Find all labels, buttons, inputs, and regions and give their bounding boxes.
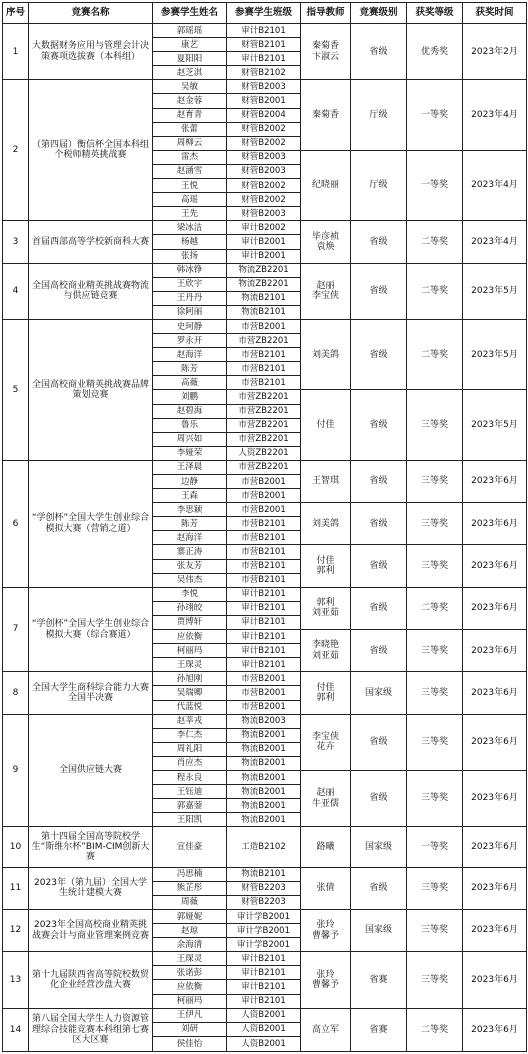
header-level: 竞赛级别: [351, 3, 407, 24]
student-name: 孙旭刚: [153, 672, 227, 686]
student-name: 郭嘉蓥: [153, 799, 227, 813]
award-date: 2023年6月: [463, 503, 527, 545]
student-class: 物流B2003: [227, 714, 301, 728]
student-name: 吴敏: [153, 80, 227, 94]
student-class: 审计B2001: [227, 235, 301, 249]
award-grade: 三等奖: [407, 952, 463, 1008]
student-name: 史珂静: [153, 319, 227, 333]
competition-level: 国家级: [351, 672, 407, 714]
award-grade: 二等奖: [407, 1008, 463, 1051]
competition-level: 厅级: [351, 80, 407, 150]
student-class: 物流B2101: [227, 291, 301, 305]
header-competition-name: 竞赛名称: [29, 3, 153, 24]
competition-level: 省赛: [351, 952, 407, 1008]
award-date: 2023年6月: [463, 952, 527, 1008]
competition-level: 省级: [351, 390, 407, 460]
advisor-teacher: 付佳: [301, 390, 351, 460]
student-name: 侯佳怡: [153, 1036, 227, 1051]
student-class: 市营B2001: [227, 672, 301, 686]
student-name: 代蓝悦: [153, 700, 227, 714]
student-name: 赵涵雪: [153, 164, 227, 178]
competition-level: 省级: [351, 263, 407, 319]
student-name: 应依衡: [153, 980, 227, 994]
student-class: 审计学B2001: [227, 938, 301, 952]
student-class: 财管B2003: [227, 207, 301, 221]
award-date: 2023年6月: [463, 867, 527, 909]
student-name: 边静: [153, 475, 227, 489]
student-class: 财管B2203: [227, 895, 301, 909]
award-grade: 三等奖: [407, 867, 463, 909]
award-grade: 三等奖: [407, 672, 463, 714]
student-class: 审计B2101: [227, 966, 301, 980]
row-number: 14: [3, 1008, 29, 1051]
header-row: [3, 3, 527, 24]
row-number: 7: [3, 587, 29, 672]
student-class: 物流ZB2201: [227, 277, 301, 291]
student-name: 张蕾: [153, 122, 227, 136]
table-row: [3, 827, 527, 867]
student-class: 财管B2003: [227, 150, 301, 164]
student-class: 物流B2101: [227, 867, 301, 881]
table-row: [3, 24, 527, 38]
student-name: 罗永开: [153, 334, 227, 348]
student-class: 审计B2101: [227, 587, 301, 601]
award-grade: 一等奖: [407, 80, 463, 150]
student-class: 市营B2101: [227, 517, 301, 531]
student-class: 审计B2101: [227, 630, 301, 644]
student-name: 王伊凡: [153, 1008, 227, 1022]
advisor-teacher: 毕彦祯 袁焕: [301, 221, 351, 263]
student-class: 物流B2001: [227, 728, 301, 742]
advisor-teacher: 高立军: [301, 1008, 351, 1051]
competition-name: 第八届全国大学生人力资源管理综合技能竞赛本科组第七赛区大区赛: [29, 1008, 153, 1051]
competition-name: 全国高校商业精英挑战赛品牌策划竞赛: [29, 319, 153, 460]
student-class: 财管B2102: [227, 66, 301, 80]
competition-name: 大数据财务应用与管理会计决策赛项选拔赛（本科组）: [29, 24, 153, 80]
student-name: 王森: [153, 489, 227, 503]
competition-name: “学创杯”全国大学生创业综合模拟大赛（营销之道）: [29, 460, 153, 587]
student-name: 杨越: [153, 235, 227, 249]
advisor-teacher: 张玲 曹馨予: [301, 910, 351, 952]
competition-level: 省级: [351, 545, 407, 587]
awards-table-container: [2, 2, 526, 1052]
student-name: 周兴如: [153, 432, 227, 446]
row-number: 11: [3, 867, 29, 909]
student-class: 物流ZB2201: [227, 263, 301, 277]
student-name: 赵琼: [153, 924, 227, 938]
award-date: 2023年4月: [463, 80, 527, 150]
award-grade: 三等奖: [407, 910, 463, 952]
student-class: 物流B2001: [227, 770, 301, 784]
table-row: [3, 1008, 527, 1022]
award-date: 2023年6月: [463, 545, 527, 587]
competition-name: 2023年全国高校商业精英挑战赛会计与商业管理案例竞赛: [29, 910, 153, 952]
student-name: 张诺彭: [153, 966, 227, 980]
award-date: 2023年6月: [463, 1008, 527, 1051]
award-grade: 三等奖: [407, 630, 463, 672]
award-date: 2023年6月: [463, 770, 527, 826]
competition-level: 国家级: [351, 910, 407, 952]
award-date: 2023年5月: [463, 319, 527, 389]
competition-name: 第十九届陕西省高等院校数贸化企业经营沙盘大赛: [29, 952, 153, 1008]
advisor-teacher: 张倩: [301, 867, 351, 909]
student-name: 熊芷彤: [153, 881, 227, 895]
competition-level: 省级: [351, 221, 407, 263]
table-body: [3, 24, 527, 1052]
student-class: 财管B2002: [227, 193, 301, 207]
award-date: 2023年6月: [463, 460, 527, 502]
competition-level: 省级: [351, 867, 407, 909]
student-class: 市营B2001: [227, 319, 301, 333]
advisor-teacher: 王智琪: [301, 460, 351, 502]
student-name: 贾博轩: [153, 615, 227, 629]
student-name: 梁冰洁: [153, 221, 227, 235]
header-date: 获奖时间: [463, 3, 527, 24]
student-name: 王泽晨: [153, 460, 227, 474]
student-name: 王欣宇: [153, 277, 227, 291]
student-class: 人资B2001: [227, 1036, 301, 1051]
student-class: 人资B2001: [227, 1008, 301, 1022]
award-grade: 一等奖: [407, 827, 463, 867]
student-name: 王钰迪: [153, 785, 227, 799]
awards-table: [2, 2, 527, 1052]
student-class: 财管B2101: [227, 38, 301, 52]
student-class: 市营B2101: [227, 362, 301, 376]
student-class: 审计B2101: [227, 980, 301, 994]
table-row: [3, 672, 527, 686]
advisor-teacher: 李晓艳 刘亚茹: [301, 630, 351, 672]
student-name: 王悦: [153, 179, 227, 193]
advisor-teacher: 郭利 刘亚茹: [301, 587, 351, 629]
student-class: 市营B2101: [227, 348, 301, 362]
student-name: 王琛灵: [153, 952, 227, 966]
row-number: 12: [3, 910, 29, 952]
student-name: 吴瑞卿: [153, 686, 227, 700]
student-class: 市营ZB2201: [227, 460, 301, 474]
student-name: 宣佳豪: [153, 827, 227, 867]
student-name: 李悦: [153, 587, 227, 601]
advisor-teacher: 张玲 曹馨予: [301, 952, 351, 1008]
award-grade: 二等奖: [407, 263, 463, 319]
student-name: 赵海洋: [153, 531, 227, 545]
student-name: 徐阿丽: [153, 305, 227, 319]
student-name: 应依衡: [153, 630, 227, 644]
student-name: 赵碧海: [153, 404, 227, 418]
student-class: 市营B2101: [227, 376, 301, 390]
student-name: 郭瑶瑶: [153, 24, 227, 38]
competition-name: 全国大学生商科综合能力大赛全国半决赛: [29, 672, 153, 714]
student-name: 李娅荣: [153, 446, 227, 460]
competition-name: （第四届）衡信杯全国本科组个税师精英挑战赛: [29, 80, 153, 221]
row-number: 2: [3, 80, 29, 221]
row-number: 13: [3, 952, 29, 1008]
student-class: 审计B2101: [227, 52, 301, 66]
table-row: [3, 867, 527, 881]
row-number: 4: [3, 263, 29, 319]
student-name: 周薇: [153, 895, 227, 909]
award-date: 2023年4月: [463, 150, 527, 220]
table-row: [3, 952, 527, 966]
student-name: 柯丽玛: [153, 994, 227, 1008]
award-date: 2023年6月: [463, 714, 527, 770]
student-name: 郭娅妮: [153, 910, 227, 924]
advisor-teacher: 路曦: [301, 827, 351, 867]
student-class: 人资B2001: [227, 1022, 301, 1036]
student-class: 市营B2001: [227, 489, 301, 503]
student-name: 余海清: [153, 938, 227, 952]
student-class: 审计B2002: [227, 221, 301, 235]
student-name: 周礼阳: [153, 742, 227, 756]
student-name: 刘研: [153, 1022, 227, 1036]
competition-level: 省级: [351, 630, 407, 672]
student-class: 财管B2002: [227, 179, 301, 193]
award-date: 2023年6月: [463, 910, 527, 952]
table-row: [3, 910, 527, 924]
award-date: 2023年2月: [463, 24, 527, 80]
student-class: 市营ZB2201: [227, 432, 301, 446]
header-award: 获奖等级: [407, 3, 463, 24]
student-name: 肖应杰: [153, 756, 227, 770]
competition-level: 省级: [351, 587, 407, 629]
student-class: 审计学B2001: [227, 910, 301, 924]
row-number: 9: [3, 714, 29, 827]
row-number: 6: [3, 460, 29, 587]
award-grade: 三等奖: [407, 390, 463, 460]
student-class: 物流B2001: [227, 742, 301, 756]
competition-level: 厅级: [351, 150, 407, 220]
award-grade: 二等奖: [407, 587, 463, 629]
row-number: 10: [3, 827, 29, 867]
award-grade: 优秀奖: [407, 24, 463, 80]
advisor-teacher: 秦菊香 卞淑云: [301, 24, 351, 80]
student-class: 财管B2001: [227, 94, 301, 108]
award-date: 2023年6月: [463, 587, 527, 629]
student-class: 财管B2003: [227, 80, 301, 94]
student-class: 财管B2003: [227, 164, 301, 178]
student-class: 市营B2101: [227, 573, 301, 587]
table-row: [3, 221, 527, 235]
student-class: 市营ZB2201: [227, 334, 301, 348]
student-class: 财管B2002: [227, 136, 301, 150]
header-teacher: 指导教师: [301, 3, 351, 24]
student-name: 柯丽玛: [153, 644, 227, 658]
header-student-name: 参赛学生姓名: [153, 3, 227, 24]
advisor-teacher: 付佳 郭利: [301, 545, 351, 587]
student-name: 冯思楠: [153, 867, 227, 881]
student-name: 张扬: [153, 249, 227, 263]
table-row: [3, 587, 527, 601]
competition-name: “学创杯”全国大学生创业综合模拟大赛（综合赛道）: [29, 587, 153, 672]
student-name: 赵金蓉: [153, 94, 227, 108]
competition-name: 2023年（第九届）全国大学生统计建模大赛: [29, 867, 153, 909]
header-student-class: 参赛学生班级: [227, 3, 301, 24]
competition-level: 省级: [351, 24, 407, 80]
student-name: 李仁杰: [153, 728, 227, 742]
competition-name: 全国供应链大赛: [29, 714, 153, 827]
advisor-teacher: 李宝侠 花卉: [301, 714, 351, 770]
student-name: 王先: [153, 207, 227, 221]
row-number: 5: [3, 319, 29, 460]
student-name: 赵育青: [153, 108, 227, 122]
advisor-teacher: 赵丽 李宝侠: [301, 263, 351, 319]
table-row: [3, 263, 527, 277]
student-name: 王丹丹: [153, 291, 227, 305]
student-name: 王阳凯: [153, 813, 227, 827]
student-class: 财管B2004: [227, 108, 301, 122]
student-name: 高薇: [153, 376, 227, 390]
competition-level: 国家级: [351, 827, 407, 867]
award-grade: 三等奖: [407, 770, 463, 826]
competition-level: 省级: [351, 503, 407, 545]
student-name: 程永良: [153, 770, 227, 784]
table-row: [3, 460, 527, 474]
student-name: 李思颖: [153, 503, 227, 517]
award-date: 2023年5月: [463, 390, 527, 460]
student-class: 市营B2001: [227, 475, 301, 489]
award-grade: 三等奖: [407, 714, 463, 770]
student-name: 鲁乐: [153, 418, 227, 432]
student-class: 市营B2101: [227, 545, 301, 559]
award-grade: 二等奖: [407, 221, 463, 263]
student-name: 陈芳: [153, 517, 227, 531]
student-class: 审计B2001: [227, 249, 301, 263]
student-name: 张友芳: [153, 559, 227, 573]
student-class: 审计B2101: [227, 658, 301, 672]
student-class: 市营B2001: [227, 686, 301, 700]
competition-name: 首届西部高等学校新商科大赛: [29, 221, 153, 263]
student-class: 市营ZB2201: [227, 418, 301, 432]
student-name: 吴伟杰: [153, 573, 227, 587]
student-name: 赵芝淇: [153, 66, 227, 80]
student-class: 财管B2203: [227, 881, 301, 895]
student-name: 雷杰: [153, 150, 227, 164]
award-grade: 二等奖: [407, 319, 463, 389]
student-class: 审计B2101: [227, 644, 301, 658]
student-name: 康艺: [153, 38, 227, 52]
student-name: 孙翊皎: [153, 601, 227, 615]
competition-name: 第十四届全国高等院校学生“斯维尔杯”BIM-CIM创新大赛: [29, 827, 153, 867]
student-class: 审计B2101: [227, 994, 301, 1008]
advisor-teacher: 赵丽 牛亚儒: [301, 770, 351, 826]
advisor-teacher: 纪晓丽: [301, 150, 351, 220]
table-row: [3, 319, 527, 333]
student-name: 陈芳: [153, 362, 227, 376]
student-class: 审计B2101: [227, 601, 301, 615]
student-name: 赵莘戎: [153, 714, 227, 728]
row-number: 1: [3, 24, 29, 80]
student-class: 工造B2102: [227, 827, 301, 867]
advisor-teacher: 刘美鸽: [301, 503, 351, 545]
competition-level: 省级: [351, 714, 407, 770]
student-class: 审计B2101: [227, 952, 301, 966]
student-class: 市营B2001: [227, 503, 301, 517]
table-row: [3, 80, 527, 94]
student-class: 市营B2101: [227, 531, 301, 545]
row-number: 8: [3, 672, 29, 714]
student-name: 夏阳阳: [153, 52, 227, 66]
competition-level: 省级: [351, 460, 407, 502]
competition-level: 省级: [351, 319, 407, 389]
award-grade: 三等奖: [407, 503, 463, 545]
student-class: 物流B2001: [227, 813, 301, 827]
student-class: 审计B2101: [227, 24, 301, 38]
award-date: 2023年6月: [463, 827, 527, 867]
header-no: 序号: [3, 3, 29, 24]
table-row: [3, 714, 527, 728]
student-class: 财管B2002: [227, 122, 301, 136]
row-number: 3: [3, 221, 29, 263]
student-name: 高瑶: [153, 193, 227, 207]
student-class: 物流B2001: [227, 756, 301, 770]
student-class: 市营B2001: [227, 700, 301, 714]
award-date: 2023年6月: [463, 630, 527, 672]
student-name: 王琛灵: [153, 658, 227, 672]
student-class: 物流B2001: [227, 799, 301, 813]
student-class: 审计学B2001: [227, 924, 301, 938]
student-name: 周柳云: [153, 136, 227, 150]
advisor-teacher: 秦菊香: [301, 80, 351, 150]
award-date: 2023年4月: [463, 221, 527, 263]
competition-name: 全国高校商业精英挑战赛物流与供应链竞赛: [29, 263, 153, 319]
award-date: 2023年6月: [463, 672, 527, 714]
competition-level: 省级: [351, 770, 407, 826]
student-class: 物流B2101: [227, 305, 301, 319]
student-class: 物流B2001: [227, 785, 301, 799]
award-grade: 三等奖: [407, 460, 463, 502]
student-name: 韩冰铮: [153, 263, 227, 277]
award-date: 2023年5月: [463, 263, 527, 319]
student-name: 赵海洋: [153, 348, 227, 362]
student-class: 市营B2101: [227, 559, 301, 573]
advisor-teacher: 刘美鸽: [301, 319, 351, 389]
student-class: 人资ZB2201: [227, 446, 301, 460]
student-name: 刘鹏: [153, 390, 227, 404]
student-class: 市营ZB2201: [227, 404, 301, 418]
competition-level: 省赛: [351, 1008, 407, 1051]
award-grade: 三等奖: [407, 545, 463, 587]
advisor-teacher: 付佳 郭利: [301, 672, 351, 714]
student-class: 审计B2101: [227, 615, 301, 629]
student-class: 市营ZB2201: [227, 390, 301, 404]
student-name: 寨正涛: [153, 545, 227, 559]
award-grade: 一等奖: [407, 150, 463, 220]
